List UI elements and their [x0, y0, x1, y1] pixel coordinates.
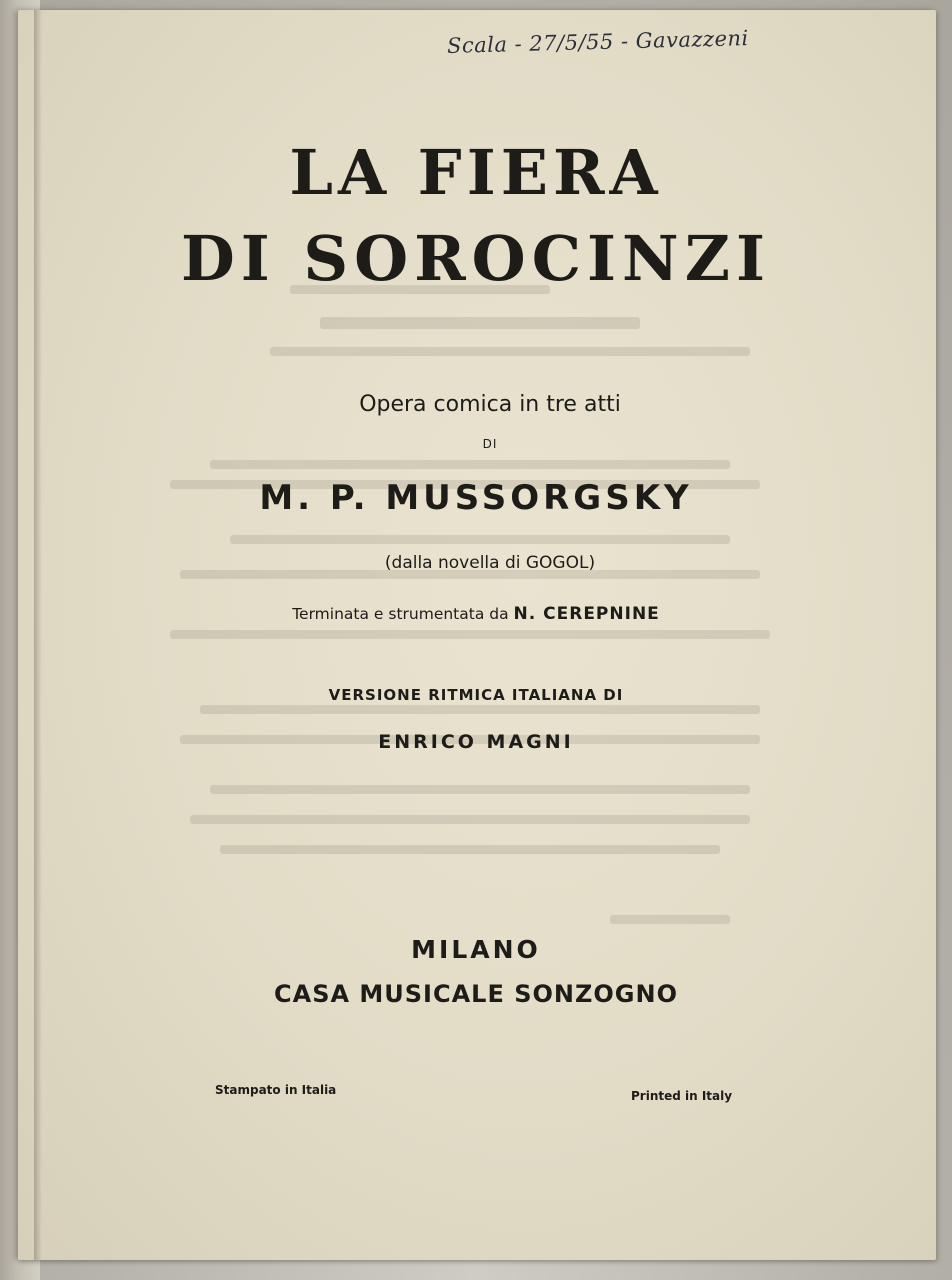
orchestrator-name: N. CEREPNINE	[513, 604, 660, 624]
subtitle: Opera comica in tre atti	[359, 392, 621, 417]
title-line-1: LA FIERA	[289, 136, 663, 209]
source-note: (dalla novella di GOGOL)	[384, 553, 596, 573]
handwritten-note: Scala - 27/5/55 - Gavazzeni	[446, 26, 749, 58]
version-label: VERSIONE RITMICA ITALIANA DI	[328, 686, 624, 704]
by-label: DI	[482, 437, 498, 451]
translator-name: ENRICO MAGNI	[378, 731, 574, 753]
composer-name: M. P. MUSSORGSKY	[259, 478, 693, 518]
footer-right: Printed in Italy	[631, 1089, 733, 1103]
publisher-city: MILANO	[411, 935, 541, 964]
publisher-name: CASA MUSICALE SONZOGNO	[274, 980, 678, 1008]
binding-fold	[34, 10, 42, 1260]
orchestration-prefix: Terminata e strumentata da	[292, 605, 509, 623]
title-line-2: DI SOROCINZI	[181, 222, 771, 295]
orchestration-credit	[0, 604, 952, 624]
footer-left: Stampato in Italia	[215, 1083, 337, 1097]
